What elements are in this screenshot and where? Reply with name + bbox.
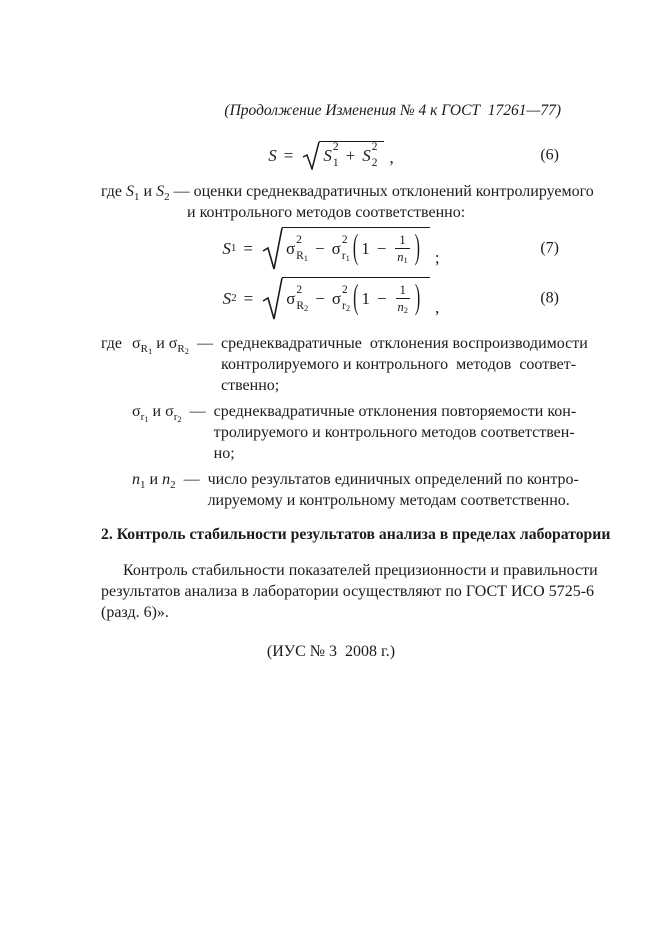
equation-number-7: (7) [540,239,559,257]
term-sigma-R2-squared: σ 2 R2 [286,284,309,313]
minus-sign: − [376,239,387,258]
formula-6 [101,135,561,175]
equals-sign: = [243,238,253,258]
one: 1 [361,289,370,308]
formula-7 [101,223,561,273]
open-paren: ( [352,230,359,267]
plus-sign: + [345,146,356,165]
term-sigma-R1-R2: $\sigma_{R1}$ и $\sigma_{R2}$ [132,335,189,357]
document-page [101,100,611,662]
em-dash: — [183,471,200,488]
section-2-heading: 2. Контроль стабильности результатов анализа в пределах лаборатории [101,526,611,543]
term-sigma-r1-r2: $\sigma_{r1}$ и $\sigma_{r2}$ [132,403,182,425]
definition-sigma-r: $\sigma_{r1}$ и $\sigma_{r2}$ — среднеквадратичные отклонения повторяемости кон- тролируемого и контрольного методов соответствен- но; [132,403,577,462]
variable-S: S [268,145,277,165]
radical-sign-icon [262,277,283,320]
one: 1 [361,239,370,258]
radicand [282,227,430,270]
term-sigma-r2-squared: σ 2 r2 [331,284,351,313]
minus-sign: − [315,289,325,308]
equals-sign: = [243,288,254,308]
formula-7-expression: S 1 = σ 2 R1 − σ 2 r1 ( 1 − $\frac{1}{n1}$ ) ; [222,227,439,270]
equals-sign: = [283,145,294,165]
term-S2-squared: S 2 2 [362,141,378,169]
term-S1-squared: S 2 1 [323,141,339,169]
radical-sign-icon [302,141,320,170]
radical-sign-icon [262,227,283,270]
fraction-1-over-n2: $\frac{1}{n2}$ [397,283,408,315]
definition-sigma-R: где $\sigma_{R1}$ и $\sigma_{R2}$ — среднеквадратичные отклонения воспроизводимости контролируемого и контрольного методов соответ- ственно; [101,335,588,394]
variable-S2: S [156,183,165,200]
square-root [302,141,384,170]
formula-8-expression: S 2 = σ 2 R2 − σ 2 r2 ( 1 − $\frac{1}{n2}$ ) , [223,277,440,320]
fraction-1-over-n1: $\frac{1}{n1}$ [397,233,408,265]
trailing-comma: , [435,297,440,317]
square-root [262,227,430,270]
where-label: где [101,183,123,200]
term-sigma-R1-squared: σ 2 R1 [285,234,309,263]
definition-n: $n_1$ и $n_2$ — число результатов единичных определений по контро- лируемому и контрольному методам соответственно. [132,471,579,509]
equation-number-6: (6) [540,146,559,164]
variable-S2: S [222,288,232,308]
term-n1-n2: $n_1$ и $n_2$ [132,471,176,492]
radicand [319,141,384,170]
variable-S1: S [126,183,135,200]
formula-8 [101,273,561,323]
minus-sign: − [376,289,387,308]
term-sigma-r1-squared: σ 2 r1 [331,234,350,263]
variable-S1: S [222,238,231,258]
document-continuation-header: (Продолжение Изменения № 4 к ГОСТ 17261—77) [224,102,561,119]
radicand [282,277,430,320]
square-root [262,277,430,320]
close-paren: ) [414,230,420,267]
minus-sign: − [315,239,325,258]
formula-6-expression [268,141,393,170]
open-paren: ( [353,280,359,317]
section-2-paragraph: Контроль стабильности показателей прецизионности и правильности результатов анализа в лаборатории осуществляют по ГОСТ ИСО 5725-6 (разд. 6)». [101,562,598,621]
trailing-semicolon: ; [434,247,440,267]
em-dash: — [197,335,213,352]
em-dash: — [189,403,206,420]
symbol-definitions [101,333,588,511]
trailing-comma: , [389,147,394,167]
close-paren: ) [414,280,421,317]
em-dash: — [173,183,190,200]
where-s-definition: где $S_1$ и $S_2$ — оценки среднеквадратичных отклонений контролируемого и контрольного методов соответственно: [101,183,594,221]
equation-number-8: (8) [540,289,559,307]
publication-note: (ИУС № 3 2008 г.) [266,643,396,660]
